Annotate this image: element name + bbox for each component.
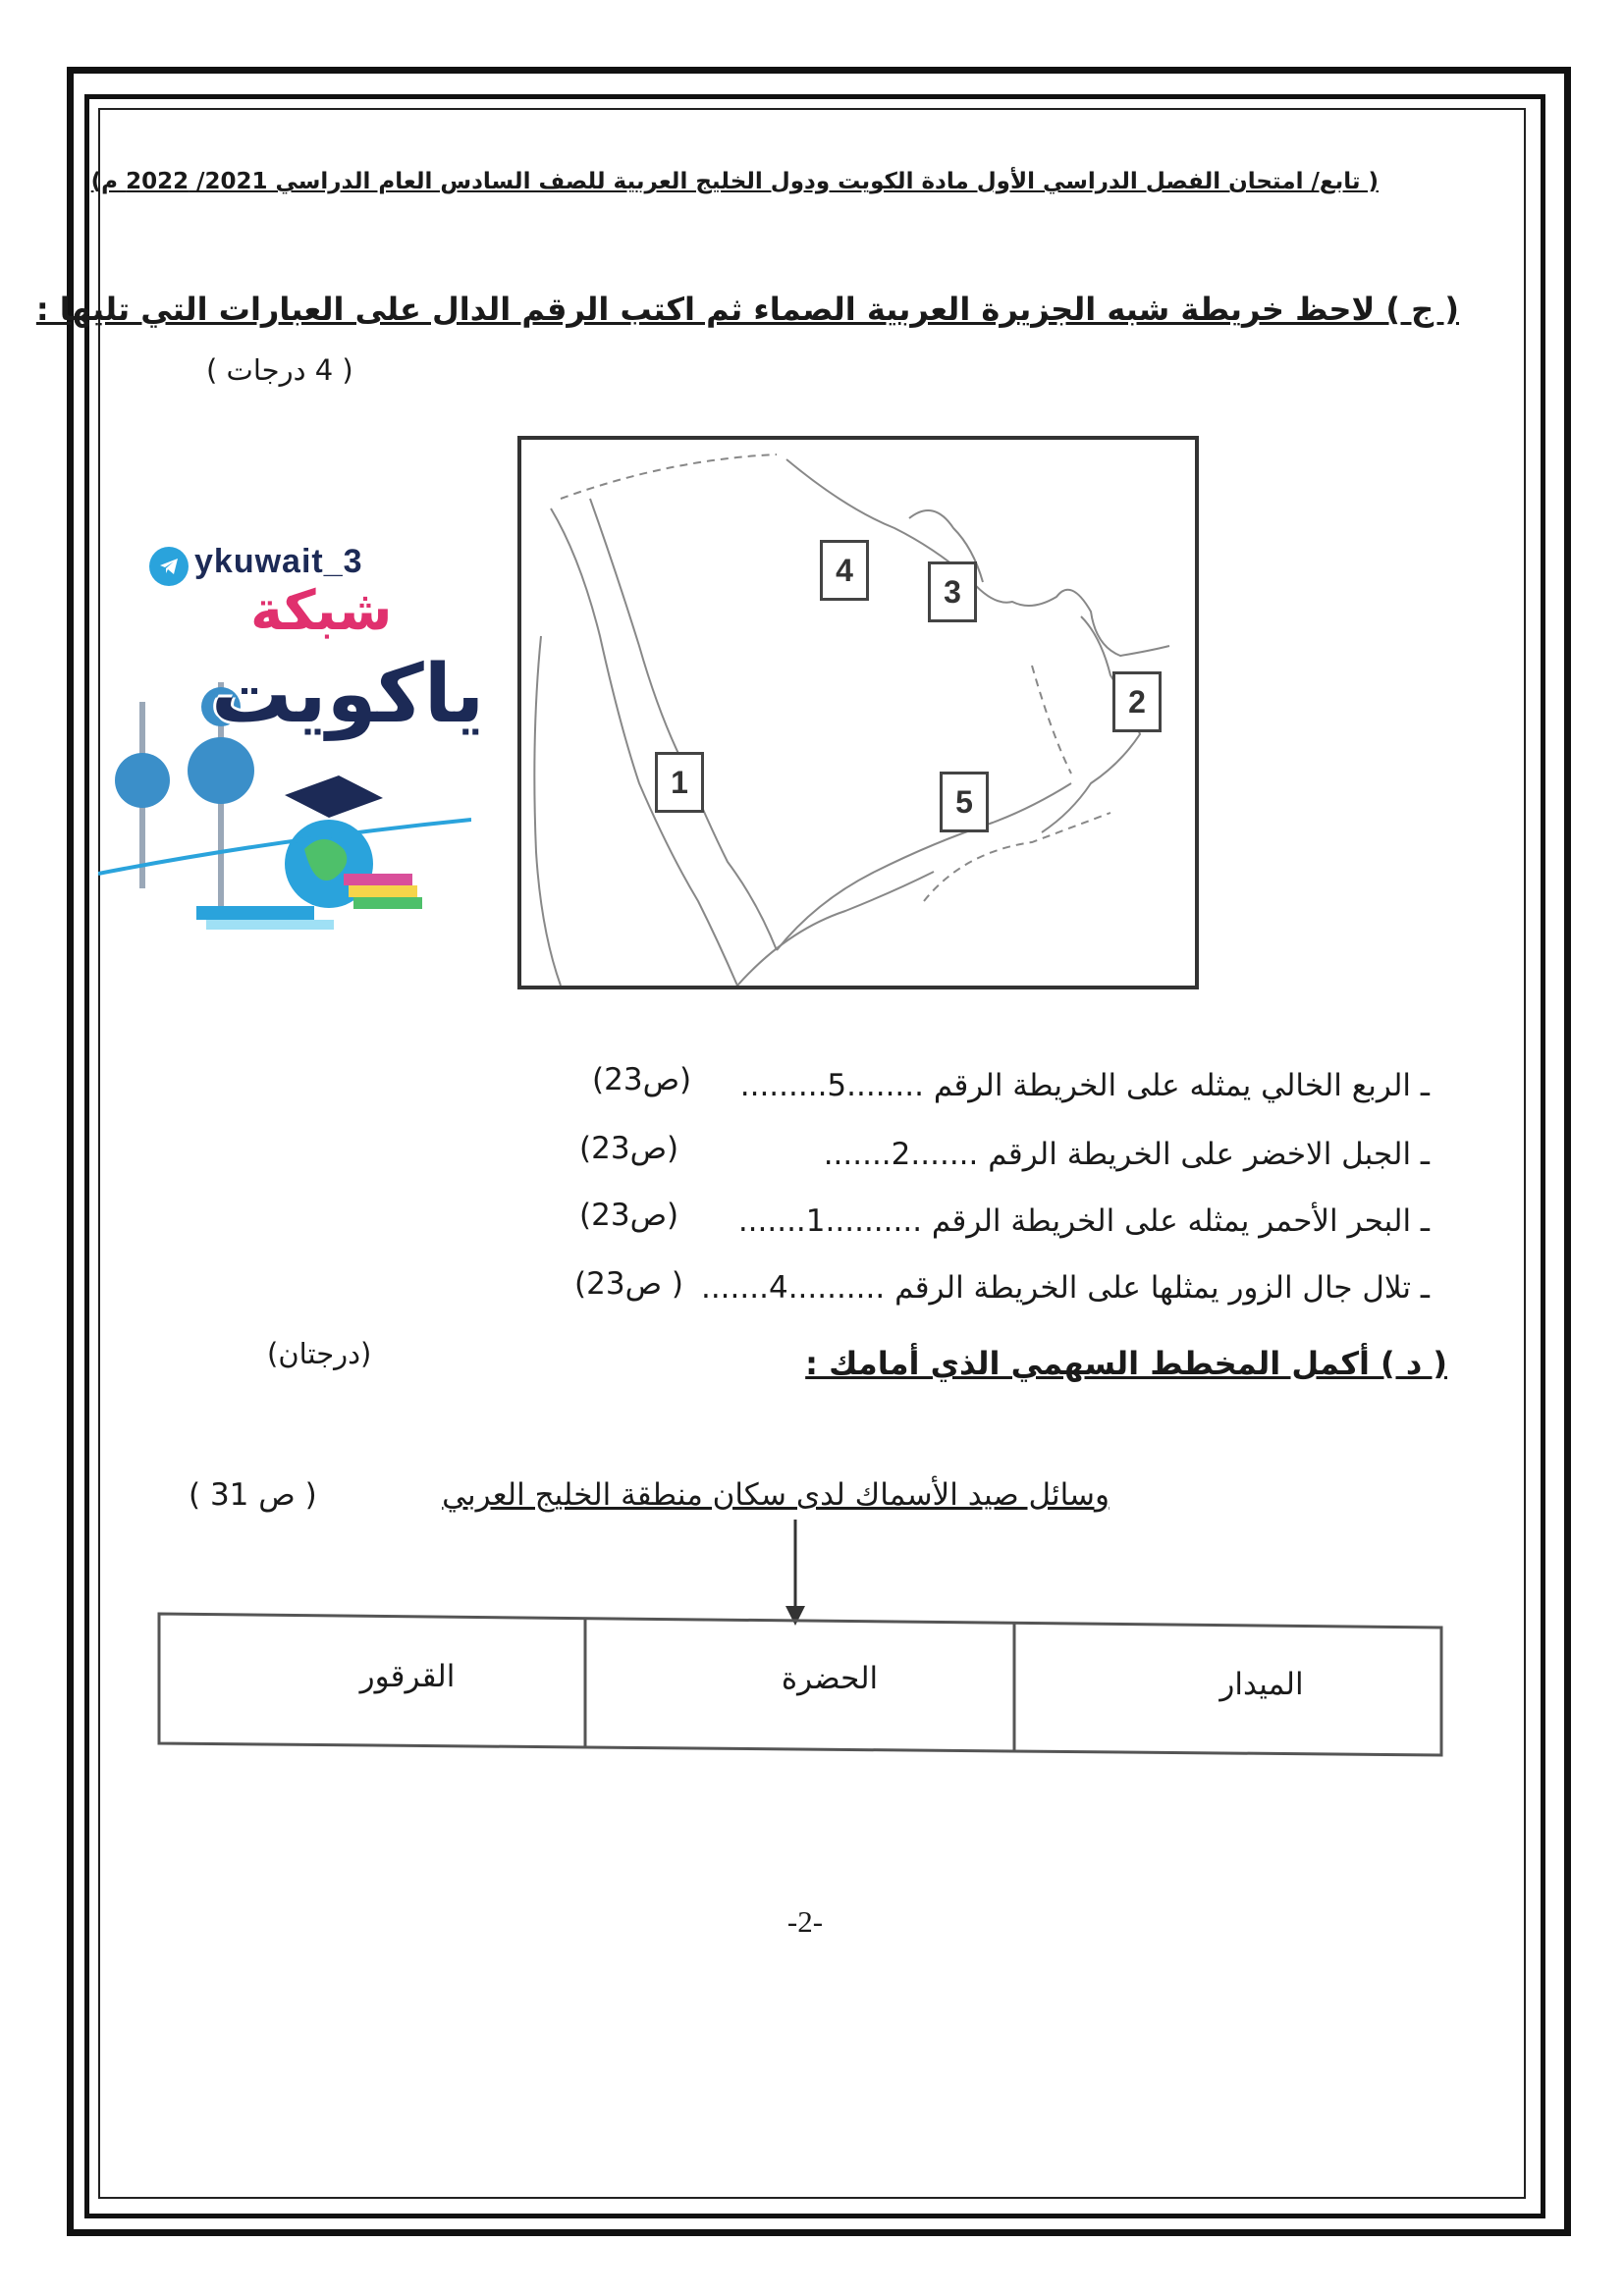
- map-label-5: 5: [940, 772, 989, 832]
- logo-text-ykuwait: ياكويت: [211, 648, 485, 741]
- exam-header: ( تابع/ امتحان الفصل الدراسي الأول مادة الكويت ودول الخليج العربية للصف السادس العام الدراسي 2021/ 2022 م): [90, 169, 1379, 194]
- question-d-title: ( د ) أكمل المخطط السهمي الذي أمامك :: [805, 1345, 1447, 1382]
- question-d-score: (درجتان): [267, 1337, 372, 1370]
- statement-2: ـ الجبل الاخضر على الخريطة الرقم .......2.......: [823, 1137, 1430, 1172]
- map-label-3: 3: [928, 561, 977, 622]
- question-c-score: ( 4 درجات ): [206, 353, 353, 387]
- map-label-1: 1: [655, 752, 704, 813]
- statement-1: ـ الربع الخالي يمثله على الخريطة الرقم ........5.........: [739, 1068, 1430, 1103]
- arrow-chart-title: وسائل صيد الأسماك لدى سكان منطقة الخليج العربي: [442, 1477, 1110, 1513]
- map-outline: [521, 440, 1195, 986]
- box-cell-2: الحضرة: [781, 1661, 879, 1696]
- statement-4: ـ تلال جال الزور يمثلها على الخريطة الرقم ..........4.......: [700, 1270, 1430, 1306]
- statement-3-ref: (ص23): [579, 1198, 679, 1233]
- question-c-title: ( ج ) لاحظ خريطة شبه الجزيرة العربية الصماء ثم اكتب الرقم الدال على العبارات التي تليها :: [35, 291, 1459, 328]
- map-label-2: 2: [1112, 671, 1162, 732]
- map-label-4: 4: [820, 540, 869, 601]
- statement-2-ref: (ص23): [579, 1131, 679, 1166]
- logo-text-network: شبكة: [250, 579, 393, 643]
- arrow-chart-ref: ( ص 31 ): [189, 1477, 317, 1513]
- site-logo: [98, 535, 485, 957]
- telegram-icon: [149, 547, 189, 586]
- statement-4-ref: ( ص23): [574, 1266, 683, 1302]
- statement-3: ـ البحر الأحمر يمثله على الخريطة الرقم ..........1.......: [737, 1203, 1430, 1239]
- arrow-chart-boxes: [157, 1610, 1443, 1757]
- page-number: -2-: [786, 1904, 824, 1939]
- telegram-handle: ykuwait_3: [194, 543, 363, 580]
- arabian-peninsula-map: [517, 436, 1199, 989]
- box-cell-3: القرقور: [359, 1659, 456, 1694]
- statement-1-ref: (ص23): [592, 1062, 692, 1097]
- box-cell-1: الميدار: [1219, 1667, 1304, 1702]
